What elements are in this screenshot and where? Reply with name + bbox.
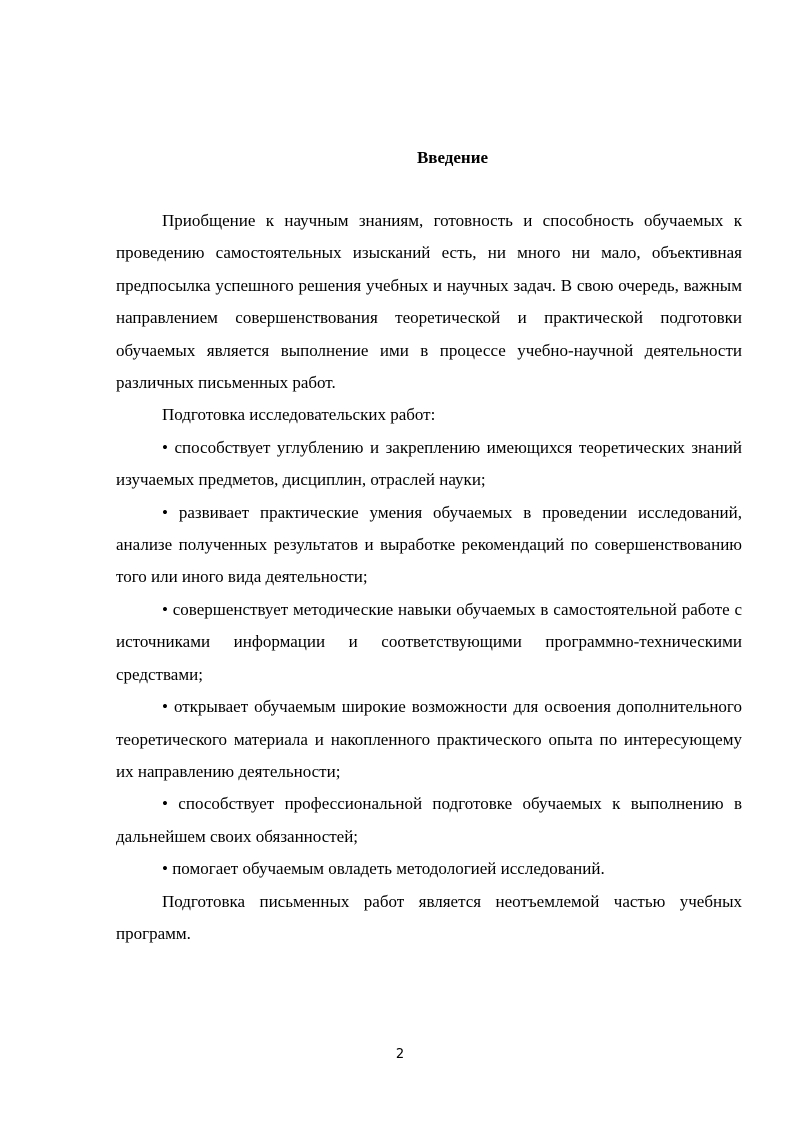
body-text bbox=[116, 205, 742, 950]
closing-paragraph: Подготовка письменных работ является неотъемлемой частью учебных программ. bbox=[116, 891, 742, 943]
section-heading: Введение bbox=[416, 148, 489, 167]
bullet-item-1: • способствует углублению и закреплению имеющихся теоретических знаний изучаемых предметов, дисциплин, отраслей науки; bbox=[116, 437, 742, 490]
bullet-item-2: • развивает практические умения обучаемых в проведении исследований, анализе полученных результатов и выработке рекомендаций по совершенствованию того или иного вида деятельности; bbox=[116, 502, 742, 587]
bullet-item-5: • способствует профессиональной подготовке обучаемых к выполнению в дальнейшем своих обязанностей; bbox=[116, 794, 742, 846]
bullet-item-6: • помогает обучаемым овладеть методологией исследований. bbox=[162, 859, 605, 879]
bullet-item-3: • совершенствует методические навыки обучаемых в самостоятельной работе с источниками информации и соответствующими программно-техническими средствами; bbox=[116, 599, 742, 684]
intro-paragraph: Приобщение к научным знаниям, готовность и способность обучаемых к проведению самостоятельных изысканий есть, ни много ни мало, объективная предпосылка успешного решения учебных и научных задач. В свою очередь, важным направлением совершенствования теоретической и практической подготовки обучаемых является выполнение ими в процессе учебно-научной деятельности различных письменных работ. bbox=[116, 211, 742, 393]
bullet-item-4: • открывает обучаемым широкие возможности для освоения дополнительного теоретического материала и накопленного практического опыта по интересующему их направлению деятельности; bbox=[116, 697, 742, 781]
list-lead-paragraph: Подготовка исследовательских работ: bbox=[162, 405, 436, 425]
page-number: 2 bbox=[395, 1047, 405, 1062]
